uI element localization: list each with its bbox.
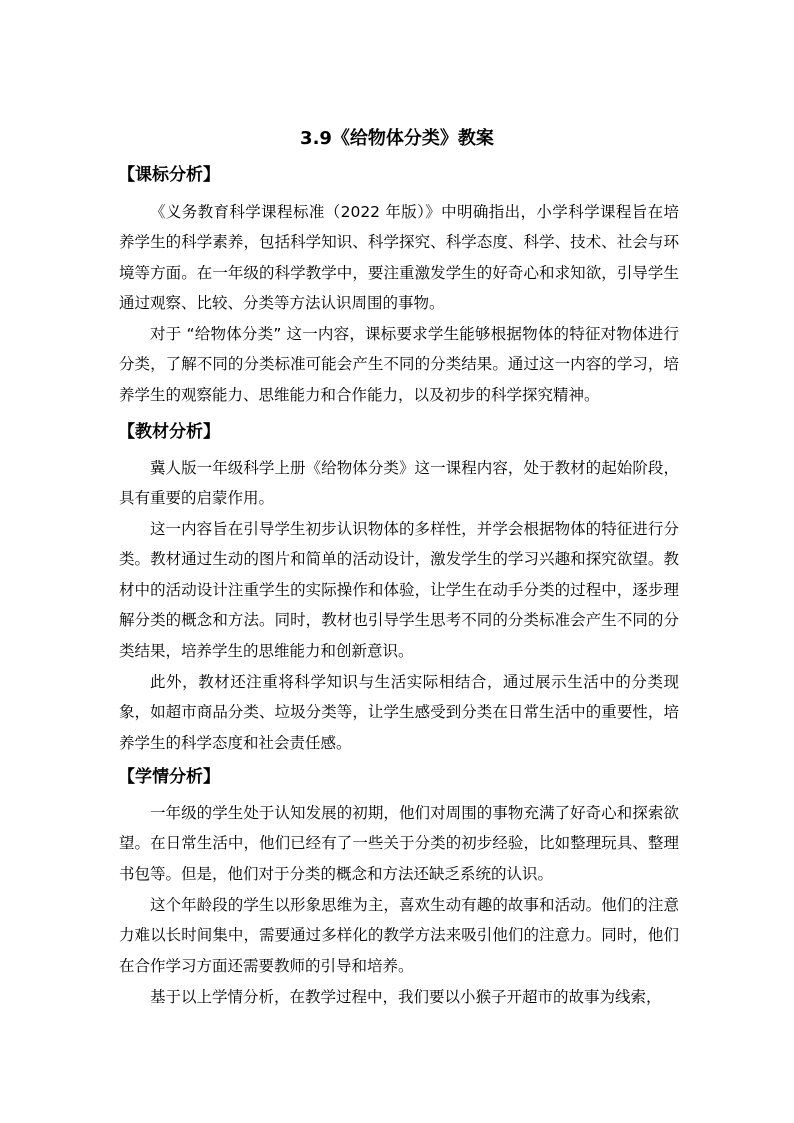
paragraph: 基于以上学情分析，在教学过程中，我们要以小猴子开超市的故事为线索， [150, 988, 662, 1006]
section-heading-learner-analysis: 【学情分析】 [118, 767, 220, 787]
paragraph: 对于 “给物体分类” 这一内容，课标要求学生能够根据物体的特征对物体进行分类，了解不同的分类标准可能会产生不同的分类结果。通过这一内容的学习，培养学生的观察能力、思维能力和合作能力，以及初步的科学探究精神。 [119, 325, 679, 404]
section-heading-curriculum-analysis: 【课标分析】 [118, 165, 220, 185]
document-title: 3.9《给物体分类》教案 [300, 128, 494, 149]
paragraph: 冀人版一年级科学上册《给物体分类》这一课程内容，处于教材的起始阶段，具有重要的启蒙作用。 [119, 459, 679, 508]
paragraph: 这个年龄段的学生以形象思维为主，喜欢生动有趣的故事和活动。他们的注意力难以长时间集中，需要通过多样化的教学方法来吸引他们的注意力。同时，他们在合作学习方面还需要教师的引导和培养。 [119, 896, 679, 975]
paragraph: 此外，教材还注重将科学知识与生活实际相结合，通过展示生活中的分类现象，如超市商品分类、垃圾分类等，让学生感受到分类在日常生活中的重要性，培养学生的科学态度和社会责任感。 [119, 673, 679, 752]
paragraph: 一年级的学生处于认知发展的初期，他们对周围的事物充满了好奇心和探索欲望。在日常生活中，他们已经有了一些关于分类的初步经验，比如整理玩具、整理书包等。但是，他们对于分类的概念和方法还缺乏系统的认识。 [119, 804, 679, 883]
paragraph: 这一内容旨在引导学生初步认识物体的多样性，并学会根据物体的特征进行分类。教材通过生动的图片和简单的活动设计，激发学生的学习兴趣和探究欲望。教材中的活动设计注重学生的实际操作和体验，让学生在动手分类的过程中，逐步理解分类的概念和方法。同时，教材也引导学生思考不同的分类标准会产生不同的分类结果，培养学生的思维能力和创新意识。 [119, 520, 679, 660]
paragraph: 《义务教育科学课程标准（2022 年版）》中明确指出，小学科学课程旨在培养学生的科学素养，包括科学知识、科学探究、科学态度、科学、技术、社会与环境等方面。在一年级的科学教学中，要注重激发学生的好奇心和求知欲，引导学生通过观察、比较、分类等方法认识周围的事物。 [119, 203, 679, 313]
section-heading-textbook-analysis: 【教材分析】 [118, 422, 220, 442]
